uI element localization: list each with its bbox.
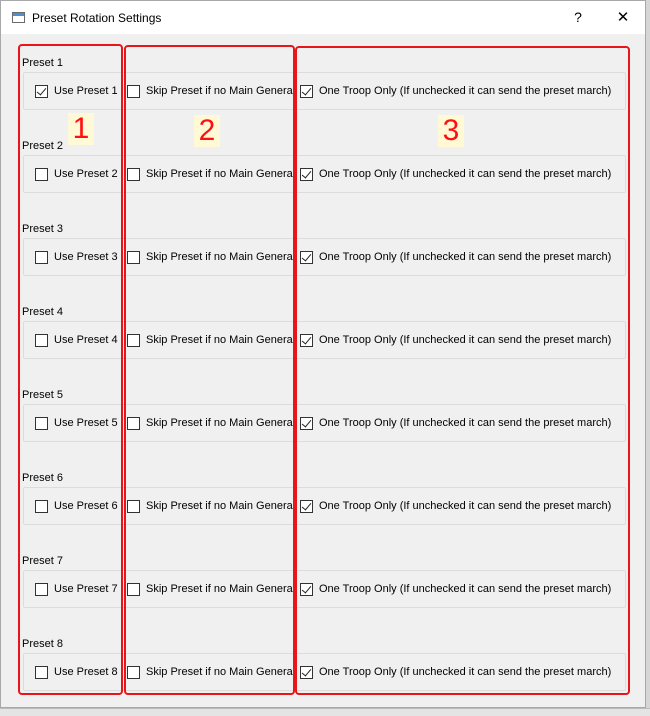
use-preset-checkbox-box[interactable] <box>35 500 48 513</box>
skip-preset-checkbox-box[interactable] <box>127 417 140 430</box>
use-preset-checkbox-label: Use Preset 3 <box>54 251 118 263</box>
skip-preset-checkbox[interactable] <box>127 416 295 430</box>
one-troop-only-checkbox-label: One Troop Only (If unchecked it can send the preset march) <box>319 583 612 595</box>
skip-preset-checkbox-label: Skip Preset if no Main General <box>146 417 296 429</box>
one-troop-only-checkbox[interactable] <box>300 416 611 430</box>
use-preset-checkbox-label: Use Preset 7 <box>54 583 118 595</box>
one-troop-only-checkbox-box[interactable] <box>300 334 313 347</box>
one-troop-only-checkbox[interactable] <box>300 499 611 513</box>
preset-group-label: Preset 5 <box>22 389 63 401</box>
use-preset-checkbox-label: Use Preset 2 <box>54 168 118 180</box>
help-button[interactable]: ? <box>574 9 582 25</box>
skip-preset-checkbox-label: Skip Preset if no Main General <box>146 666 296 678</box>
annotation-number-1: 1 <box>68 113 94 145</box>
preset-group-label: Preset 4 <box>22 306 63 318</box>
use-preset-checkbox-label: Use Preset 4 <box>54 334 118 346</box>
one-troop-only-checkbox-box[interactable] <box>300 583 313 596</box>
one-troop-only-checkbox-box[interactable] <box>300 666 313 679</box>
skip-preset-checkbox-box[interactable] <box>127 168 140 181</box>
use-preset-checkbox-box[interactable] <box>35 583 48 596</box>
one-troop-only-checkbox-box[interactable] <box>300 417 313 430</box>
skip-preset-checkbox-box[interactable] <box>127 251 140 264</box>
preset-group-label: Preset 7 <box>22 555 63 567</box>
preset-group-label: Preset 8 <box>22 638 63 650</box>
use-preset-checkbox-label: Use Preset 6 <box>54 500 118 512</box>
one-troop-only-checkbox[interactable] <box>300 333 611 347</box>
one-troop-only-checkbox[interactable] <box>300 167 611 181</box>
annotation-number-2: 2 <box>194 115 220 147</box>
skip-preset-checkbox-box[interactable] <box>127 583 140 596</box>
window-title: Preset Rotation Settings <box>32 11 162 25</box>
preset-group-label: Preset 1 <box>22 57 63 69</box>
preset-group-label: Preset 3 <box>22 223 63 235</box>
one-troop-only-checkbox-box[interactable] <box>300 168 313 181</box>
use-preset-checkbox[interactable] <box>35 84 118 98</box>
one-troop-only-checkbox[interactable] <box>300 665 611 679</box>
skip-preset-checkbox[interactable] <box>127 333 295 347</box>
use-preset-checkbox-label: Use Preset 5 <box>54 417 118 429</box>
use-preset-checkbox[interactable] <box>35 416 118 430</box>
use-preset-checkbox[interactable] <box>35 499 118 513</box>
skip-preset-checkbox-box[interactable] <box>127 666 140 679</box>
one-troop-only-checkbox-label: One Troop Only (If unchecked it can send the preset march) <box>319 85 612 97</box>
one-troop-only-checkbox-label: One Troop Only (If unchecked it can send the preset march) <box>319 168 612 180</box>
preset-group-label: Preset 2 <box>22 140 63 152</box>
use-preset-checkbox[interactable] <box>35 250 118 264</box>
use-preset-checkbox-box[interactable] <box>35 251 48 264</box>
use-preset-checkbox-box[interactable] <box>35 417 48 430</box>
close-button[interactable]: ✕ <box>616 9 630 26</box>
preset-group-label: Preset 6 <box>22 472 63 484</box>
one-troop-only-checkbox-label: One Troop Only (If unchecked it can send the preset march) <box>319 251 612 263</box>
skip-preset-checkbox[interactable] <box>127 167 295 181</box>
one-troop-only-checkbox-box[interactable] <box>300 85 313 98</box>
one-troop-only-checkbox[interactable] <box>300 250 611 264</box>
skip-preset-checkbox-box[interactable] <box>127 500 140 513</box>
window-app-icon <box>12 12 25 23</box>
use-preset-checkbox[interactable] <box>35 333 118 347</box>
one-troop-only-checkbox-label: One Troop Only (If unchecked it can send the preset march) <box>319 417 612 429</box>
annotation-number-3: 3 <box>438 115 464 147</box>
use-preset-checkbox-label: Use Preset 1 <box>54 85 118 97</box>
skip-preset-checkbox[interactable] <box>127 499 295 513</box>
skip-preset-checkbox[interactable] <box>127 250 295 264</box>
one-troop-only-checkbox-label: One Troop Only (If unchecked it can send the preset march) <box>319 500 612 512</box>
use-preset-checkbox-label: Use Preset 8 <box>54 666 118 678</box>
skip-preset-checkbox[interactable] <box>127 84 295 98</box>
one-troop-only-checkbox-box[interactable] <box>300 251 313 264</box>
use-preset-checkbox[interactable] <box>35 665 118 679</box>
background-window-strip <box>0 708 650 716</box>
skip-preset-checkbox-label: Skip Preset if no Main General <box>146 168 296 180</box>
skip-preset-checkbox-label: Skip Preset if no Main General <box>146 85 296 97</box>
one-troop-only-checkbox-label: One Troop Only (If unchecked it can send the preset march) <box>319 666 612 678</box>
skip-preset-checkbox-label: Skip Preset if no Main General <box>146 583 296 595</box>
skip-preset-checkbox-label: Skip Preset if no Main General <box>146 251 296 263</box>
use-preset-checkbox-box[interactable] <box>35 666 48 679</box>
use-preset-checkbox-box[interactable] <box>35 85 48 98</box>
use-preset-checkbox-box[interactable] <box>35 334 48 347</box>
skip-preset-checkbox-box[interactable] <box>127 85 140 98</box>
one-troop-only-checkbox[interactable] <box>300 84 611 98</box>
one-troop-only-checkbox[interactable] <box>300 582 611 596</box>
skip-preset-checkbox[interactable] <box>127 665 295 679</box>
skip-preset-checkbox[interactable] <box>127 582 295 596</box>
title-bar <box>1 1 645 34</box>
one-troop-only-checkbox-label: One Troop Only (If unchecked it can send the preset march) <box>319 334 612 346</box>
use-preset-checkbox-box[interactable] <box>35 168 48 181</box>
skip-preset-checkbox-box[interactable] <box>127 334 140 347</box>
skip-preset-checkbox-label: Skip Preset if no Main General <box>146 334 296 346</box>
skip-preset-checkbox-label: Skip Preset if no Main General <box>146 500 296 512</box>
one-troop-only-checkbox-box[interactable] <box>300 500 313 513</box>
use-preset-checkbox[interactable] <box>35 167 118 181</box>
use-preset-checkbox[interactable] <box>35 582 118 596</box>
